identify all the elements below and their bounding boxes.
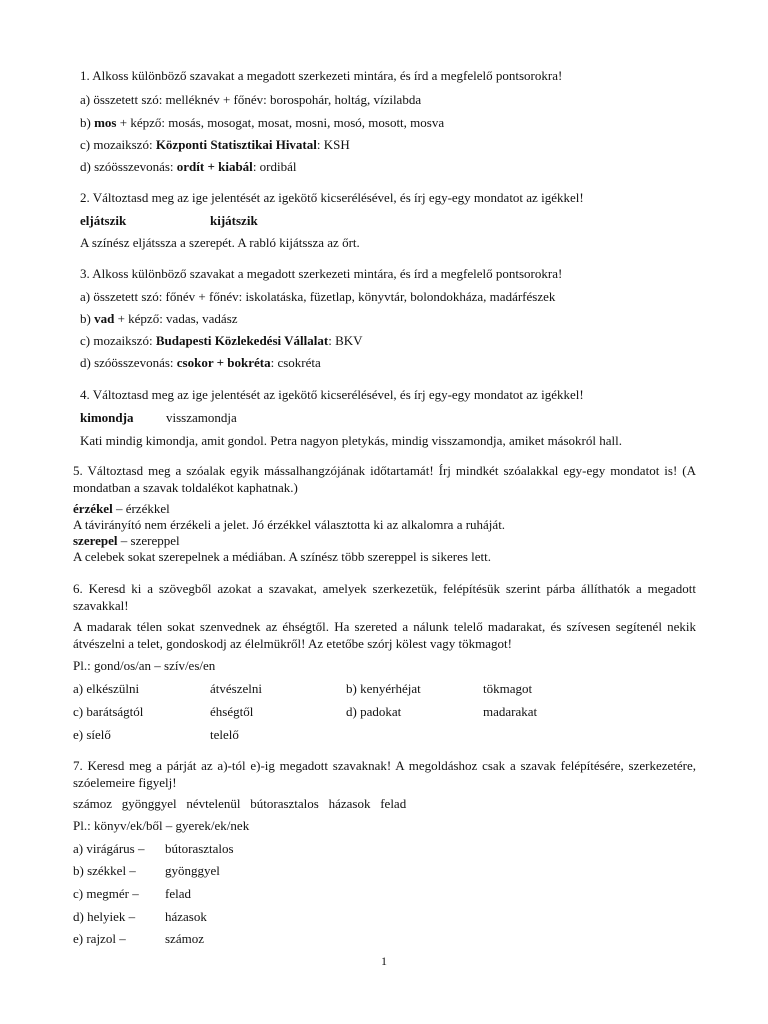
page-number: 1 [381, 954, 387, 968]
s7-row-b-left: b) székkel – [73, 863, 136, 878]
s5-pair-2: szerepel – szereppel [73, 533, 180, 548]
s7-row-e-right: számoz [165, 931, 204, 946]
s3-item-c: c) mozaikszó: Budapesti Közlekedési Vállalat: BKV [80, 333, 363, 348]
s3-item-a: a) összetett szó: főnév + főnév: iskolatáska, füzetlap, könyvtár, bolondokháza, madárfészek [80, 289, 556, 304]
s5-title: 5. Változtasd meg a szóalak egyik mássalhangzójának időtartamát! Írj mindkét szóalakkal egy-egy mondatot is! (A mondatban a szavak toldalékot kaphatnak.) [73, 463, 696, 495]
s7-title: 7. Keresd meg a párját az a)-tól e)-ig megadott szavaknak! A megoldáshoz csak a szavak felépítésére, szerkezetére, szóelemeire figyelj! [73, 758, 696, 790]
s6-text: A madarak télen sokat szenvednek az éhségtől. Ha szereted a nálunk telelő madarakat, és szívesen segítenél nekik átvészelni a telet, gondoskodj az élelmükről! Az etetőbe szórj kölest vagy tökmagot! [73, 619, 696, 651]
s2-word-2: kijátszik [210, 213, 258, 228]
s6-row-1-c4: tökmagot [483, 681, 533, 696]
s3-title: 3. Alkoss különböző szavakat a megadott szerkezeti mintára, és írd a megfelelő pontsorokra! [80, 266, 563, 281]
s6-row-1-c2: átvészelni [210, 681, 262, 696]
s7-row-c-left: c) megmér – [73, 886, 139, 901]
s6-row-2-c4: madarakat [483, 704, 538, 719]
s6-example: Pl.: gond/os/an – szív/es/en [73, 658, 216, 673]
s7-row-e-left: e) rajzol – [73, 931, 126, 946]
s7-row-d-left: d) helyiek – [73, 909, 136, 924]
s2-sentence: A színész eljátssza a szerepét. A rabló kijátssza az őrt. [80, 235, 360, 250]
s4-title: 4. Változtasd meg az ige jelentését az igekötő kicserélésével, és írj egy-egy mondatot az igékkel! [80, 387, 584, 402]
s5-pair-1-sentence: A távirányító nem érzékeli a jelet. Jó érzékkel választotta ki az alkalomra a ruháját. [73, 517, 506, 532]
s5-pair-2-sentence: A celebek sokat szerepelnek a médiában. A színész több szereppel is sikeres lett. [73, 549, 492, 564]
s6-row-3-c2: telelő [210, 727, 239, 742]
s7-words: számoz gyönggyel névtelenül bútorasztalos házasok felad [73, 796, 407, 811]
s1-title: 1. Alkoss különböző szavakat a megadott szerkezeti mintára, és írd a megfelelő pontsorokra! [80, 68, 563, 83]
s4-sentence: Kati mindig kimondja, amit gondol. Petra nagyon pletykás, mindig visszamondja, amiket másokról hall. [80, 433, 622, 448]
s7-row-c-right: felad [165, 886, 191, 901]
s7-row-d-right: házasok [165, 909, 207, 924]
s6-title: 6. Keresd ki a szövegből azokat a szavakat, amelyek szerkezetük, felépítésük szerint párba állíthatók a megadott szavakkal! [73, 581, 696, 613]
s6-row-2-c2: éhségtől [210, 704, 254, 719]
s6-row-3-c1: e) síelő [73, 727, 111, 742]
s7-example: Pl.: könyv/ek/ből – gyerek/ek/nek [73, 818, 250, 833]
s6-row-1-c3: b) kenyérhéjat [346, 681, 421, 696]
s3-item-d: d) szóösszevonás: csokor + bokréta: csokréta [80, 355, 321, 370]
s1-item-a: a) összetett szó: melléknév + főnév: borospohár, holtág, vízilabda [80, 92, 422, 107]
s4-word-1: kimondja [80, 410, 134, 425]
s2-word-1: eljátszik [80, 213, 127, 228]
s6-row-2-c3: d) padokat [346, 704, 402, 719]
s7-row-a-left: a) virágárus – [73, 841, 145, 856]
s1-item-d: d) szóösszevonás: ordít + kiabál: ordibál [80, 159, 297, 174]
s4-word-2: visszamondja [166, 410, 237, 425]
s6-row-1-c1: a) elkészülni [73, 681, 140, 696]
s1-item-c: c) mozaikszó: Központi Statisztikai Hivatal: KSH [80, 137, 350, 152]
s1-item-b: b) mos + képző: mosás, mosogat, mosat, mosni, mosó, mosott, mosva [80, 115, 445, 130]
s3-item-b: b) vad + képző: vadas, vadász [80, 311, 238, 326]
s7-row-b-right: gyönggyel [165, 863, 220, 878]
s2-title: 2. Változtasd meg az ige jelentését az igekötő kicserélésével, és írj egy-egy mondatot az igékkel! [80, 190, 584, 205]
s5-pair-1: érzékel – érzékkel [73, 501, 170, 516]
s6-row-2-c1: c) barátságtól [73, 704, 144, 719]
s7-row-a-right: bútorasztalos [165, 841, 234, 856]
